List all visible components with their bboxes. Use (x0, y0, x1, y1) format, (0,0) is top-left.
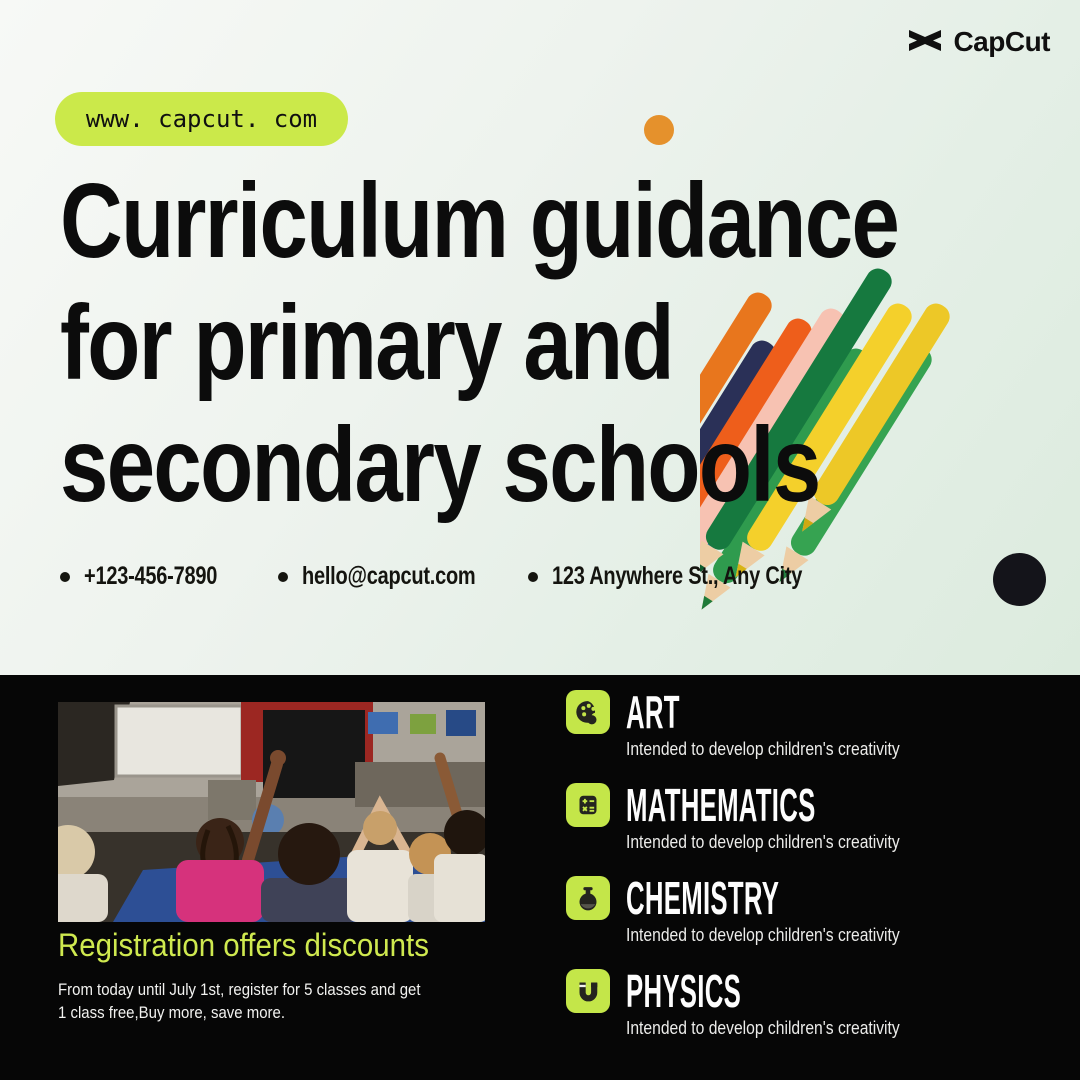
contact-item-address[interactable] (528, 562, 865, 591)
subject-title: CHEMISTRY (626, 872, 780, 924)
capcut-logo-icon (906, 27, 944, 57)
offer-description-line-1: From today until July 1st, register for 5 classes and get (58, 980, 421, 999)
bullet-icon (60, 572, 70, 582)
subject-item-physics (566, 965, 941, 1039)
palette-icon (566, 690, 610, 734)
website-pill-label: www. capcut. com (85, 105, 318, 133)
capcut-logo (906, 26, 1050, 58)
contact-item-phone[interactable] (60, 562, 250, 591)
subject-title: ART (626, 686, 680, 738)
bullet-icon (528, 572, 538, 582)
headline-line-2: for primary and (60, 284, 673, 402)
subject-title: MATHEMATICS (626, 779, 816, 831)
subject-description: Intended to develop children's creativity (626, 739, 900, 759)
bottom-section (0, 675, 1080, 1080)
subject-item-mathematics (566, 779, 965, 853)
subject-description: Intended to develop children's creativity (626, 925, 900, 945)
flask-icon (566, 876, 610, 920)
address-label: 123 Anywhere St., Any City (552, 562, 803, 590)
black-dot-decor (993, 553, 1046, 606)
phone-label: +123-456-7890 (84, 562, 218, 590)
email-label: hello@capcut.com (302, 562, 476, 590)
offer-description-line-2: 1 class free,Buy more, save more. (58, 1003, 285, 1022)
brand-name: CapCut (953, 26, 1050, 57)
subject-item-chemistry (566, 872, 941, 946)
website-pill[interactable] (55, 92, 348, 146)
headline-line-1: Curriculum guidance (60, 162, 899, 280)
subject-description: Intended to develop children's creativity (626, 1018, 900, 1038)
headline-line-3: secondary schools (60, 406, 820, 524)
bullet-icon (278, 572, 288, 582)
classroom-photo (58, 702, 485, 922)
subject-description: Intended to develop children's creativity (626, 832, 900, 852)
offer-description (58, 978, 470, 1024)
contact-item-email[interactable] (278, 562, 519, 591)
calculator-icon (566, 783, 610, 827)
offer-title: Registration offers discounts (58, 927, 429, 963)
headline (60, 160, 1080, 526)
subject-item-art (566, 686, 941, 760)
orange-dot-decor (644, 115, 674, 145)
subject-title: PHYSICS (626, 965, 742, 1017)
magnet-icon (566, 969, 610, 1013)
